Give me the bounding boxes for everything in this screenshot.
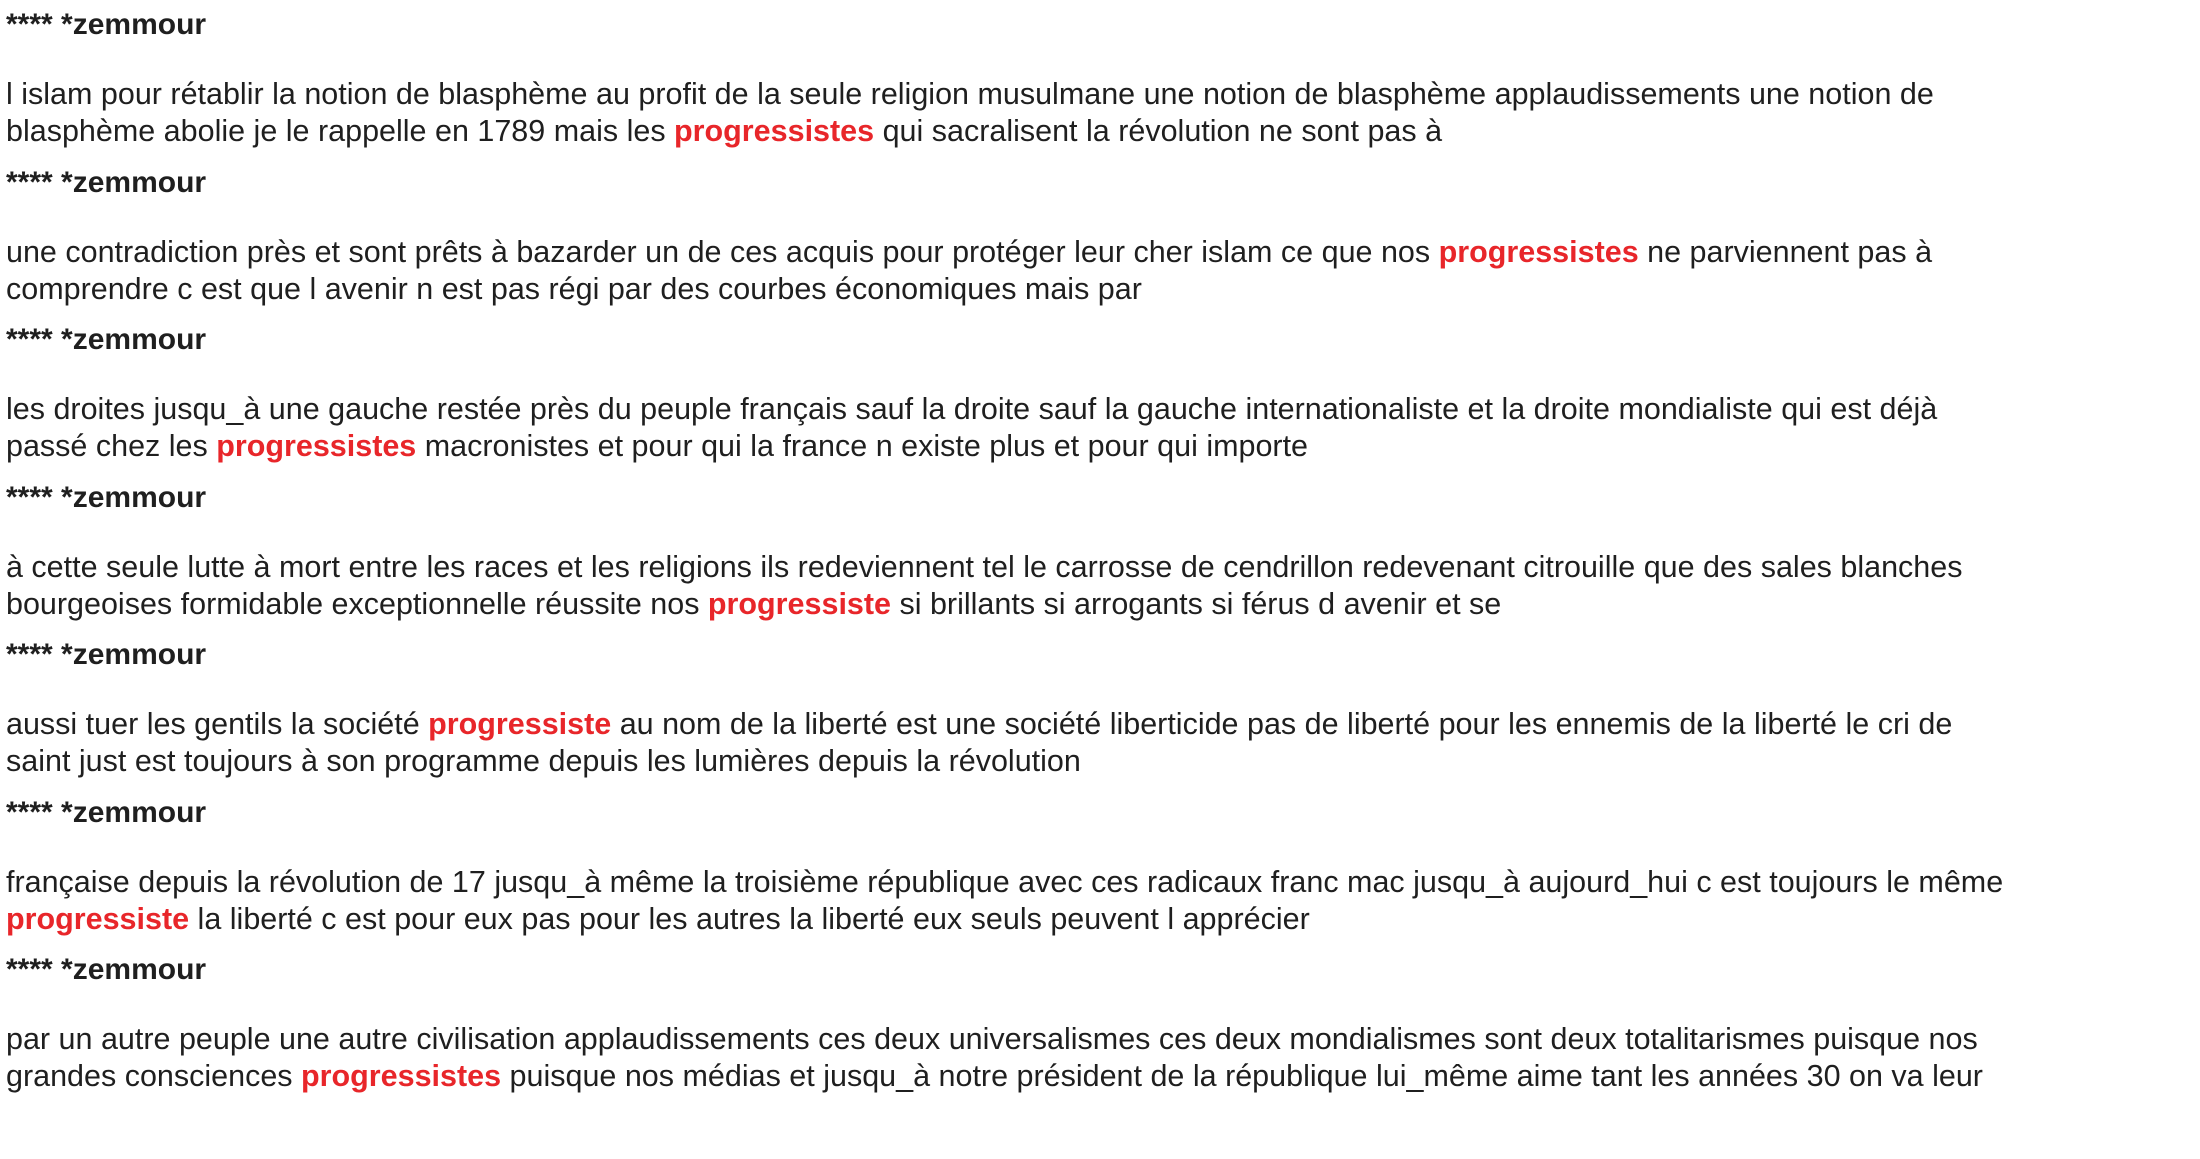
text-after-keyword: ne parviennent pas à [1638, 234, 1933, 269]
excerpt-line-2: comprendre c est que l avenir n est pas régi par des courbes économiques mais par [6, 271, 1142, 306]
entry-header: **** *zemmour [6, 323, 207, 356]
entry-header: **** *zemmour [6, 638, 207, 671]
highlighted-keyword: progressistes [301, 1059, 502, 1093]
concordance-entry-1 [6, 0, 2194, 158]
text-before-keyword: une contradiction près et sont prêts à bazarder un de ces acquis pour protéger leur cher islam ce que nos [6, 234, 1439, 269]
text-after-keyword: qui sacralisent la révolution ne sont pas à [874, 114, 1443, 148]
text-after-keyword: macronistes et pour qui la france n existe plus et pour qui importe [416, 429, 1309, 463]
entry-excerpt [6, 864, 2194, 938]
highlighted-keyword: progressistes [216, 429, 417, 463]
excerpt-line-2 [6, 428, 2194, 465]
concordance-entry-5 [6, 630, 2194, 788]
entry-excerpt [6, 76, 2194, 150]
text-after-keyword: au nom de la liberté est une société liberticide pas de liberté pour les ennemis de la liberté le cri de [611, 707, 1953, 741]
concordance-entry-7 [6, 945, 2194, 1103]
excerpt-line-2 [6, 113, 2194, 150]
excerpt-line-1: les droites jusqu_à une gauche restée près du peuple français sauf la droite sauf la gauche internationaliste et la droite mondialiste qui est déjà [6, 392, 1938, 426]
entry-header: **** *zemmour [6, 8, 207, 41]
excerpt-line-1: à cette seule lutte à mort entre les races et les religions ils redeviennent tel le carrosse de cendrillon redevenant citrouille que des sales blanches [6, 549, 1963, 584]
highlighted-keyword: progressiste [6, 901, 190, 936]
text-after-keyword: la liberté c est pour eux pas pour les autres la liberté eux seuls peuvent l apprécier [189, 901, 1310, 936]
entry-excerpt [6, 391, 2194, 465]
entry-excerpt [6, 549, 2194, 623]
entry-excerpt [6, 234, 2194, 308]
excerpt-line-1: l islam pour rétablir la notion de blasphème au profit de la seule religion musulmane une notion de blasphème applaudissements une notion de [6, 77, 1934, 111]
text-before-keyword: bourgeoises formidable exceptionnelle réussite nos [6, 586, 708, 621]
text-before-keyword: aussi tuer les gentils la société [6, 707, 429, 741]
concordance-entry-4 [6, 473, 2194, 631]
text-before-keyword: grandes consciences [6, 1059, 302, 1093]
excerpt-line-1 [6, 706, 2194, 743]
concordance-entry-2 [6, 158, 2194, 316]
highlighted-keyword: progressistes [1438, 234, 1639, 269]
excerpt-line-2: saint just est toujours à son programme depuis les lumières depuis la révolution [6, 744, 1081, 778]
entry-header: **** *zemmour [6, 165, 207, 199]
highlighted-keyword: progressistes [674, 114, 875, 148]
entry-header: **** *zemmour [6, 795, 207, 829]
highlighted-keyword: progressiste [428, 707, 612, 741]
excerpt-line-2 [6, 1058, 2194, 1095]
excerpt-line-1 [6, 234, 2194, 271]
excerpt-line-2 [6, 901, 2194, 938]
excerpt-line-1: française depuis la révolution de 17 jusqu_à même la troisième république avec ces radicaux franc mac jusqu_à aujourd_hui c est toujours le même [6, 864, 2004, 899]
concordance-entry-3 [6, 315, 2194, 473]
text-before-keyword: blasphème abolie je le rappelle en 1789 mais les [6, 114, 675, 148]
text-before-keyword: passé chez les [6, 429, 217, 463]
text-after-keyword: puisque nos médias et jusqu_à notre président de la république lui_même aime tant les années 30 on va leur [501, 1059, 1983, 1093]
text-after-keyword: si brillants si arrogants si férus d avenir et se [891, 586, 1502, 621]
excerpt-line-1: par un autre peuple une autre civilisation applaudissements ces deux universalismes ces deux mondialismes sont deux totalitarismes puisque nos [6, 1022, 1978, 1056]
entry-excerpt [6, 706, 2194, 780]
entry-header: **** *zemmour [6, 480, 207, 514]
concordance-list [6, 0, 2194, 1103]
excerpt-line-2 [6, 586, 2194, 623]
concordance-entry-6 [6, 788, 2194, 946]
highlighted-keyword: progressiste [707, 586, 891, 621]
entry-excerpt [6, 1021, 2194, 1095]
entry-header: **** *zemmour [6, 953, 207, 986]
